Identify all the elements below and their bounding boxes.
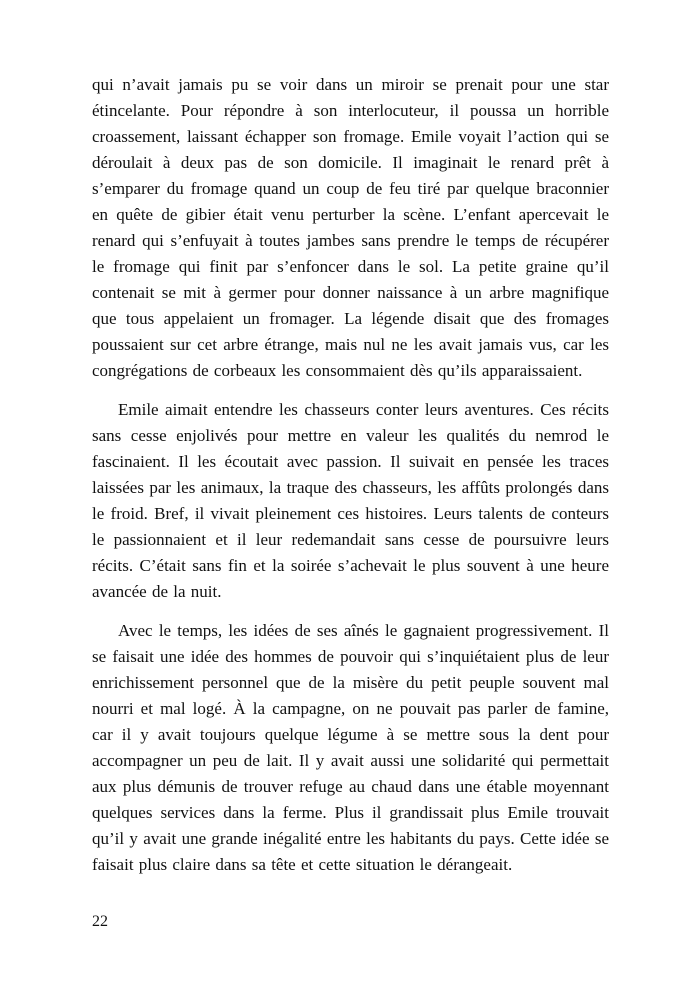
paragraph: Avec le temps, les idées de ses aînés le gagnaient progressivement. Il se faisait une idée des hommes de pouvoir qui s’inquiétaient plus de leur enrichissement personnel que de la misère du petit peuple souvent mal nourri et mal logé. À la campagne, on ne pouvait pas parler de famine, car il y avait toujours quelque légume à se mettre sous la dent pour accompagner un peu de lait. Il y avait aussi une solidarité qui permettait aux plus démunis de trouver refuge au chaud dans une étable moyennant quelques services dans la ferme. Plus il grandissait plus Emile trouvait qu’il y avait une grande inégalité entre les habitants du pays. Cette idée se faisait plus claire dans sa tête et cette situation le dérangeait. (92, 621, 609, 874)
page-number: 22 (92, 913, 108, 930)
paragraph-continuation: qui n’avait jamais pu se voir dans un miroir se prenait pour une star étincelante. Pour répondre à son interlocuteur, il poussa un horrible croassement, laissant échapper son fromage. Emile voyait l’action qui se déroulait à deux pas de son domicile. Il imaginait le renard prêt à s’emparer du fromage quand un coup de feu tiré par quelque braconnier en quête de gibier était venu perturber la scène. L’enfant apercevait le renard qui s’enfuyait à toutes jambes sans prendre le temps de récupérer le fromage qui finit par s’enfoncer dans le sol. La petite graine qu’il contenait se mit à germer pour donner naissance à un arbre magnifique que tous appelaient un fromager. La légende disait que des fromages poussaient sur cet arbre étrange, mais nul ne les avait jamais vus, car les congrégations de corbeaux les consommaient dès qu’ils apparaissaient. (92, 75, 609, 380)
paragraph: Emile aimait entendre les chasseurs conter leurs aventures. Ces récits sans cesse enjolivés pour mettre en valeur les qualités du nemrod le fascinaient. Il les écoutait avec passion. Il suivait en pensée les traces laissées par les animaux, la traque des chasseurs, les affûts prolongés dans le froid. Bref, il vivait pleinement ces histoires. Leurs talents de conteurs le passionnaient et il leur redemandait sans cesse de poursuivre leurs récits. C’était sans fin et la soirée s’achevait le plus souvent à une heure avancée de la nuit. (92, 400, 609, 601)
page-body (92, 72, 609, 878)
